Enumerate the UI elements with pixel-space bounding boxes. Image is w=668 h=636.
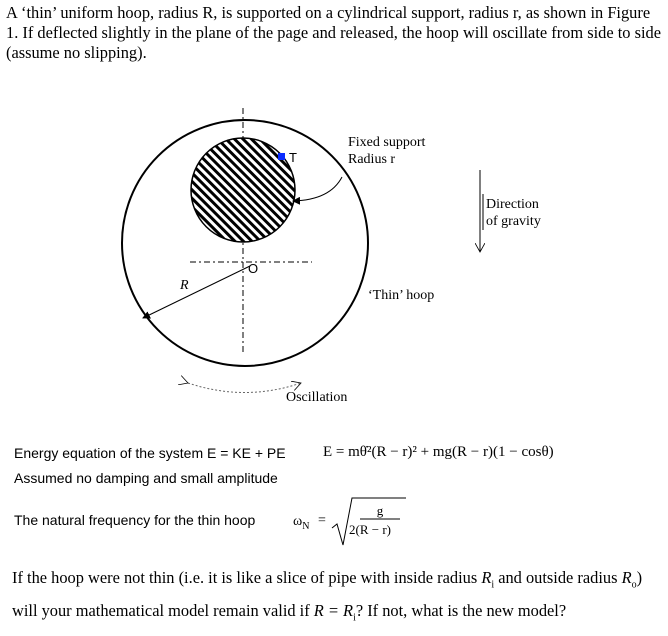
support-label-line1: Fixed support xyxy=(348,135,426,150)
oscillation-label: Oscillation xyxy=(286,390,348,405)
point-o-label: O xyxy=(248,261,259,276)
radical-sign xyxy=(330,490,410,550)
point-t-marker xyxy=(278,153,285,160)
equals-sign: = xyxy=(318,513,326,528)
fraction-numerator: g xyxy=(376,503,384,518)
frequency-text: The natural frequency for the thin hoop xyxy=(14,512,256,528)
question-paragraph: If the hoop were not thin (i.e. it is like a slice of pipe with inside radius $R_i$ and outside radius $R_o$) will your mathematical model remain valid if $R = R_i$? If not, what is the new model? xyxy=(12,568,643,624)
support-pointer-arrow xyxy=(293,177,342,201)
oscillation-arc xyxy=(188,383,301,393)
energy-equation-text: Energy equation of the system E = KE + PE xyxy=(14,445,286,461)
intro-paragraph: A ‘thin’ uniform hoop, radius R, is supported on a cylindrical support, radius r, as shown in Figure 1. If deflected slightly in the plane of the page and released, the hoop will oscillate from side to side (assume no slipping). xyxy=(6,3,661,62)
assumption-text: Assumed no damping and small amplitude xyxy=(14,470,278,486)
support-label-line2: Radius r xyxy=(348,152,396,167)
energy-formula: E = mθ̇²(R − r)² + mg(R − r)(1 − cosθ) xyxy=(323,444,554,460)
omega-n-symbol: $\omega_N$ xyxy=(293,514,310,532)
radius-line xyxy=(143,266,250,318)
radius-label: R xyxy=(180,278,189,293)
point-t-label: T xyxy=(289,150,297,165)
fraction-denominator: 2(R − r) xyxy=(349,522,391,537)
gravity-label-line1: Direction xyxy=(486,197,539,212)
gravity-label-line2: of gravity xyxy=(486,214,541,229)
hoop-label: ‘Thin’ hoop xyxy=(368,288,435,303)
